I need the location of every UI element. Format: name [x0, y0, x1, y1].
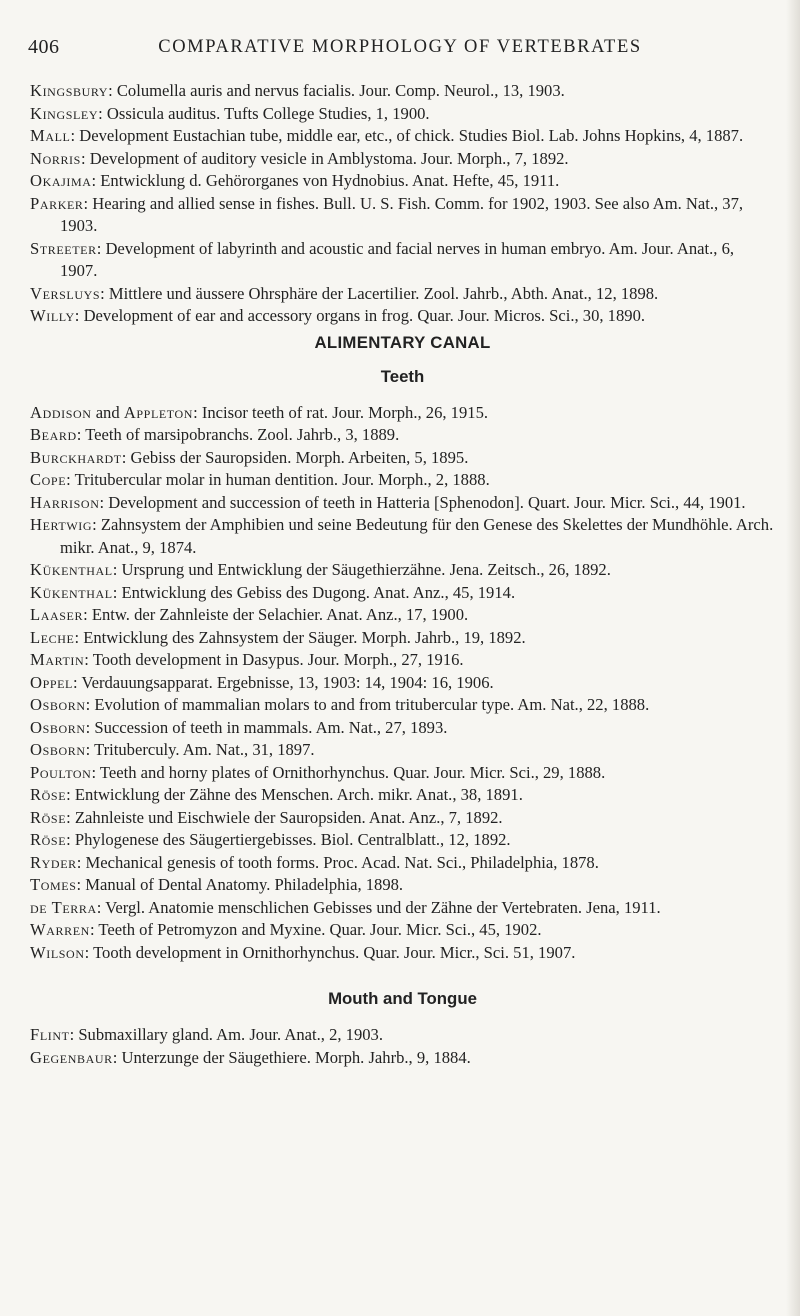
reference-author: Harrison: [30, 492, 100, 512]
reference-entry: Beard: Teeth of marsipobranchs. Zool. Jahrb., 3, 1889.: [30, 425, 400, 444]
reference-author: Cope: [30, 470, 67, 489]
reference-author: Okajima: [30, 171, 92, 190]
teeth-references: [30, 402, 775, 965]
reference-text: Development of auditory vesicle in Amblystoma. Jour. Morph., 7, 1892.: [89, 148, 569, 168]
page-number: 406: [28, 36, 60, 58]
reference-entry: Harrison: Development and succession of teeth in Hatteria [Sphenodon]. Quart. Jour. Micr. Sci., 44, 1901.: [30, 492, 746, 512]
reference-text: Gebiss der Sauropsiden. Morph. Arbeiten, 5, 1895.: [130, 447, 469, 467]
reference-author: Röse: [30, 785, 67, 804]
section-heading: ALIMENTARY CANAL: [314, 332, 491, 352]
reference-entry: Osborn: Succession of teeth in mammals. Am. Nat., 27, 1893.: [30, 717, 448, 737]
reference-entry: Addison and Appleton: Incisor teeth of rat. Jour. Morph., 26, 1915.: [30, 402, 489, 422]
reference-author: Wilson: [30, 942, 85, 962]
reference-entry: Versluys: Mittlere und äussere Ohrsphäre der Lacertilier. Zool. Jahrb., Abth. Anat., 12, 1898.: [30, 283, 659, 303]
reference-text: Tooth development in Dasypus. Jour. Morph., 27, 1916.: [92, 650, 464, 669]
reference-author: Flint: [30, 1025, 70, 1044]
reference-text: Tooth development in Ornithorhynchus. Quar. Jour. Micr., Sci. 51, 1907.: [93, 942, 576, 962]
reference-entry: Oppel: Verdauungsapparat. Ergebnisse, 13, 1903: 14, 1904: 16, 1906.: [30, 672, 494, 692]
reference-author: Norris: [30, 148, 81, 168]
reference-text: Entwicklung der Zähne des Menschen. Arch. mikr. Anat., 38, 1891.: [74, 785, 523, 804]
reference-entry: Parker: Hearing and allied sense in fishes. Bull. U. S. Fish. Comm. for 1902, 1903. See also Am. Nat., 37, 1903.: [30, 193, 744, 235]
reference-author: Kingsbury: [30, 81, 109, 100]
reference-text: Teeth of Petromyzon and Myxine. Quar. Jour. Micr. Sci., 45, 1902.: [98, 920, 542, 939]
reference-author: Mall: [30, 126, 71, 145]
reference-author: Laaser: [30, 605, 84, 624]
reference-text: Ossicula auditus. Tufts College Studies, 1, 1900.: [106, 103, 430, 123]
mouth-references: [30, 1024, 775, 1069]
reference-entry: Poulton: Teeth and horny plates of Ornithorhynchus. Quar. Jour. Micr. Sci., 29, 1888.: [30, 762, 606, 782]
reference-text: Unterzunge der Säugethiere. Morph. Jahrb., 9, 1884.: [121, 1047, 471, 1067]
reference-entry: Warren: Teeth of Petromyzon and Myxine. Quar. Jour. Micr. Sci., 45, 1902.: [30, 920, 542, 939]
reference-text: Mechanical genesis of tooth forms. Proc. Acad. Nat. Sci., Philadelphia, 1878.: [85, 852, 599, 872]
page-edge-shadow: [786, 0, 800, 1316]
reference-entry: Mall: Development Eustachian tube, middle ear, etc., of chick. Studies Biol. Lab. Johns Hopkins, 4, 1887.: [30, 126, 744, 145]
reference-author: Parker: [30, 193, 84, 213]
reference-entry: Hertwig: Zahnsystem der Amphibien und seine Bedeutung für den Genese des Skelettes der Mundhöhle. Arch. mikr. Anat., 9, 1874.: [30, 515, 774, 557]
reference-text: Evolution of mammalian molars to and from tritubercular type. Am. Nat., 22, 1888.: [94, 695, 650, 714]
reference-conjunction: and: [95, 402, 120, 422]
reference-author: Tomes: [30, 875, 77, 894]
reference-entry: Kükenthal: Entwicklung des Gebiss des Dugong. Anat. Anz., 45, 1914.: [30, 582, 516, 602]
reference-text: Submaxillary gland. Am. Jour. Anat., 2, 1903.: [78, 1025, 383, 1044]
running-head: [28, 36, 772, 62]
reference-text: Mittlere und äussere Ohrsphäre der Lacertilier. Zool. Jahrb., Abth. Anat., 12, 1898.: [108, 283, 659, 303]
reference-entry: Willy: Development of ear and accessory organs in frog. Quar. Jour. Micros. Sci., 30, 1890.: [30, 306, 646, 325]
reference-author: Ryder: [30, 852, 77, 872]
reference-author: Versluys: [30, 283, 101, 303]
reference-text: Development Eustachian tube, middle ear, etc., of chick. Studies Biol. Lab. Johns Hopkins, 4, 1887.: [79, 126, 744, 145]
reference-author: Gegenbaur: [30, 1047, 113, 1067]
reference-text: Columella auris and nervus facialis. Jour. Comp. Neurol., 13, 1903.: [116, 81, 565, 100]
reference-entry: Gegenbaur: Unterzunge der Säugethiere. Morph. Jahrb., 9, 1884.: [30, 1047, 471, 1067]
reference-entry: Flint: Submaxillary gland. Am. Jour. Anat., 2, 1903.: [30, 1025, 383, 1044]
reference-author: Addison: [30, 402, 92, 422]
reference-text: Manual of Dental Anatomy. Philadelphia, 1898.: [85, 875, 404, 894]
reference-entry: Martin: Tooth development in Dasypus. Jour. Morph., 27, 1916.: [30, 650, 464, 669]
reference-author: Osborn: [30, 717, 86, 737]
reference-entry: Röse: Entwicklung der Zähne des Menschen. Arch. mikr. Anat., 38, 1891.: [30, 785, 523, 804]
reference-text: Trituberculy. Am. Nat., 31, 1897.: [94, 740, 315, 759]
reference-entry: Cope: Tritubercular molar in human dentition. Jour. Morph., 2, 1888.: [30, 470, 490, 489]
reference-entry: Leche: Entwicklung des Zahnsystem der Säuger. Morph. Jahrb., 19, 1892.: [30, 627, 526, 647]
reference-author: Röse: [30, 807, 67, 827]
subsection-heading: Mouth and Tongue: [328, 989, 477, 1008]
reference-author: Osborn: [30, 695, 86, 714]
reference-entry: Kingsley: Ossicula auditus. Tufts College Studies, 1, 1900.: [30, 103, 430, 123]
reference-author: Kükenthal: [30, 582, 113, 602]
reference-entry: Ryder: Mechanical genesis of tooth forms. Proc. Acad. Nat. Sci., Philadelphia, 1878.: [30, 852, 599, 872]
reference-entry: Osborn: Trituberculy. Am. Nat., 31, 1897.: [30, 740, 315, 759]
reference-entry: Röse: Zahnleiste und Eischwiele der Sauropsiden. Anat. Anz., 7, 1892.: [30, 807, 503, 827]
reference-text: Ursprung und Entwicklung der Säugethierzähne. Jena. Zeitsch., 26, 1892.: [121, 560, 611, 579]
running-title: COMPARATIVE MORPHOLOGY OF VERTEBRATES: [158, 37, 642, 57]
reference-author: Beard: [30, 425, 77, 444]
reference-author: Streeter: [30, 238, 97, 258]
reference-author: Willy: [30, 306, 75, 325]
reference-entry: de Terra: Vergl. Anatomie menschlichen Gebisses und der Zähne der Vertebraten. Jena, 1911.: [30, 897, 661, 917]
reference-entry: Okajima: Entwicklung d. Gehörorganes von Hydnobius. Anat. Hefte, 45, 1911.: [30, 171, 560, 190]
reference-entry: Kingsbury: Columella auris and nervus facialis. Jour. Comp. Neurol., 13, 1903.: [30, 81, 565, 100]
reference-text: Entwicklung des Zahnsystem der Säuger. Morph. Jahrb., 19, 1892.: [83, 627, 526, 647]
reference-entry: Osborn: Evolution of mammalian molars to and from tritubercular type. Am. Nat., 22, 1888.: [30, 695, 650, 714]
reference-text: Phylogenese des Säugertiergebisses. Biol. Centralblatt., 12, 1892.: [74, 830, 511, 849]
reference-text: Vergl. Anatomie menschlichen Gebisses und der Zähne der Vertebraten. Jena, 1911.: [105, 897, 661, 917]
reference-author: Hertwig: [30, 515, 93, 534]
reference-text: Verdauungsapparat. Ergebnisse, 13, 1903: 14, 1904: 16, 1906.: [81, 672, 494, 692]
reference-entry: Laaser: Entw. der Zahnleiste der Selachier. Anat. Anz., 17, 1900.: [30, 605, 469, 624]
reference-text: Entwicklung des Gebiss des Dugong. Anat. Anz., 45, 1914.: [121, 582, 516, 602]
reference-author: Appleton: [123, 402, 194, 422]
reference-text: Development of ear and accessory organs in frog. Quar. Jour. Micros. Sci., 30, 1890.: [83, 306, 646, 325]
reference-author: Oppel: [30, 672, 73, 692]
reference-text: Incisor teeth of rat. Jour. Morph., 26, 1915.: [201, 402, 489, 422]
reference-text: Zahnsystem der Amphibien und seine Bedeutung für den Genese des Skelettes der Mundhöhle. Arch. mikr. Anat., 9, 1874.: [60, 515, 774, 557]
reference-author: Kingsley: [30, 103, 99, 123]
reference-author: Warren: [30, 920, 90, 939]
reference-text: Teeth and horny plates of Ornithorhynchus. Quar. Jour. Micr. Sci., 29, 1888.: [99, 762, 606, 782]
reference-text: Succession of teeth in mammals. Am. Nat., 27, 1893.: [94, 717, 448, 737]
reference-author: Kükenthal: [30, 560, 113, 579]
reference-entry: Röse: Phylogenese des Säugertiergebisses. Biol. Centralblatt., 12, 1892.: [30, 830, 511, 849]
reference-text: Entwicklung d. Gehörorganes von Hydnobius. Anat. Hefte, 45, 1911.: [100, 171, 560, 190]
reference-text: Tritubercular molar in human dentition. Jour. Morph., 2, 1888.: [74, 470, 490, 489]
reference-text: Zahnleiste und Eischwiele der Sauropsiden. Anat. Anz., 7, 1892.: [74, 807, 503, 827]
reference-text: Hearing and allied sense in fishes. Bull. U. S. Fish. Comm. for 1902, 1903. See also Am. Nat., 37, 1903.: [60, 193, 744, 235]
ear-references: [30, 80, 775, 328]
reference-text: Development of labyrinth and acoustic and facial nerves in human embryo. Am. Jour. Anat., 6, 1907.: [60, 238, 735, 280]
reference-author: Osborn: [30, 740, 86, 759]
subsection-heading: Teeth: [380, 366, 425, 386]
reference-entry: Kükenthal: Ursprung und Entwicklung der Säugethierzähne. Jena. Zeitsch., 26, 1892.: [30, 560, 611, 579]
reference-entry: Wilson: Tooth development in Ornithorhynchus. Quar. Jour. Micr., Sci. 51, 1907.: [30, 942, 576, 962]
reference-entry: Burckhardt: Gebiss der Sauropsiden. Morph. Arbeiten, 5, 1895.: [30, 447, 469, 467]
reference-text: Development and succession of teeth in Hatteria [Sphenodon]. Quart. Jour. Micr. Sci., 44, 1901.: [108, 492, 746, 512]
reference-author: Leche: [30, 627, 75, 647]
bibliography: [30, 80, 775, 1069]
reference-entry: Streeter: Development of labyrinth and acoustic and facial nerves in human embryo. Am. Jour. Anat., 6, 1907.: [30, 238, 735, 280]
reference-text: Entw. der Zahnleiste der Selachier. Anat. Anz., 17, 1900.: [91, 605, 469, 624]
reference-entry: Tomes: Manual of Dental Anatomy. Philadelphia, 1898.: [30, 875, 404, 894]
reference-entry: Norris: Development of auditory vesicle in Amblystoma. Jour. Morph., 7, 1892.: [30, 148, 569, 168]
reference-author: Martin: [30, 650, 85, 669]
reference-text: Teeth of marsipobranchs. Zool. Jahrb., 3, 1889.: [85, 425, 400, 444]
reference-author: de Terra: [30, 897, 97, 917]
reference-author: Röse: [30, 830, 67, 849]
reference-author: Poulton: [30, 762, 92, 782]
reference-author: Burckhardt: [30, 447, 122, 467]
